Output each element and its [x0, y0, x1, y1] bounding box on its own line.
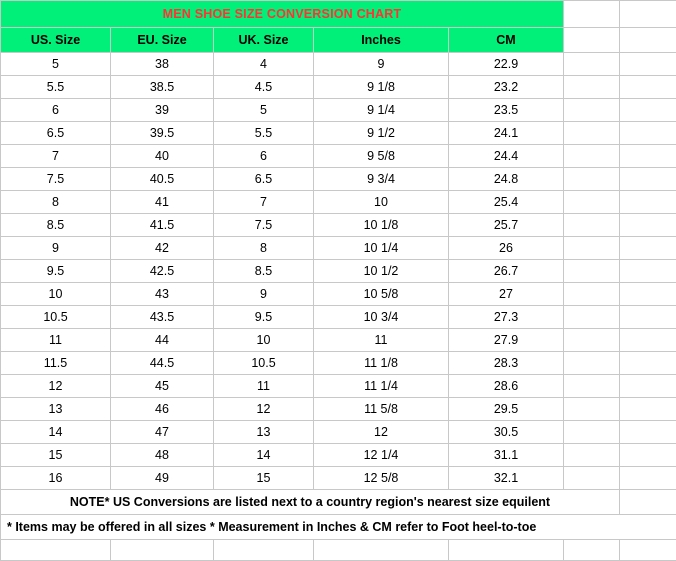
table-row: [1, 421, 676, 444]
page-title: MEN SHOE SIZE CONVERSION CHART: [1, 1, 564, 28]
blank-cell[interactable]: [564, 28, 620, 53]
blank-cell[interactable]: [564, 352, 620, 375]
cell-uk-size: 4: [214, 53, 314, 76]
blank-cell[interactable]: [620, 444, 676, 467]
blank-cell[interactable]: [620, 191, 676, 214]
cell-cm: 27.3: [449, 306, 564, 329]
blank-cell[interactable]: [620, 398, 676, 421]
cell-eu-size: 44.5: [111, 352, 214, 375]
cell-uk-size: 11: [214, 375, 314, 398]
table-row: [1, 168, 676, 191]
cell-uk-size: 7: [214, 191, 314, 214]
cell-uk-size: 10.5: [214, 352, 314, 375]
table-row: [1, 260, 676, 283]
cell-us-size: 8.5: [1, 214, 111, 237]
blank-cell[interactable]: [564, 53, 620, 76]
cell-uk-size: 7.5: [214, 214, 314, 237]
cell-eu-size: 41: [111, 191, 214, 214]
cell-eu-size: 39: [111, 99, 214, 122]
cell-eu-size: 44: [111, 329, 214, 352]
cell-eu-size: 38: [111, 53, 214, 76]
blank-cell[interactable]: [564, 467, 620, 490]
cell-us-size: 9: [1, 237, 111, 260]
cell-eu-size: 48: [111, 444, 214, 467]
cell-cm: 25.4: [449, 191, 564, 214]
column-header-eu-size: EU. Size: [111, 28, 214, 53]
blank-cell[interactable]: [620, 421, 676, 444]
cell-eu-size: 43.5: [111, 306, 214, 329]
cell-us-size: 8: [1, 191, 111, 214]
blank-cell[interactable]: [564, 329, 620, 352]
cell-us-size: 5: [1, 53, 111, 76]
blank-cell[interactable]: [620, 145, 676, 168]
cell-us-size: 11.5: [1, 352, 111, 375]
cell-uk-size: 6: [214, 145, 314, 168]
table-row: [1, 214, 676, 237]
cell-inches: 9 3/4: [314, 168, 449, 191]
cell-inches: 11 1/8: [314, 352, 449, 375]
table-row: [1, 191, 676, 214]
blank-cell[interactable]: [620, 352, 676, 375]
cell-us-size: 9.5: [1, 260, 111, 283]
column-header-inches: Inches: [314, 28, 449, 53]
cell-eu-size: 49: [111, 467, 214, 490]
blank-cell[interactable]: [620, 28, 676, 53]
blank-cell[interactable]: [564, 237, 620, 260]
table-row: [1, 375, 676, 398]
cell-us-size: 5.5: [1, 76, 111, 99]
cell-inches: 11 5/8: [314, 398, 449, 421]
cell-uk-size: 10: [214, 329, 314, 352]
blank-cell[interactable]: [564, 145, 620, 168]
blank-cell[interactable]: [620, 1, 676, 28]
cell-uk-size: 9: [214, 283, 314, 306]
blank-cell[interactable]: [620, 214, 676, 237]
cell-inches: 11: [314, 329, 449, 352]
cell-uk-size: 12: [214, 398, 314, 421]
cell-us-size: 13: [1, 398, 111, 421]
blank-cell[interactable]: [564, 306, 620, 329]
cell-cm: 32.1: [449, 467, 564, 490]
cell-uk-size: 8: [214, 237, 314, 260]
blank-cell[interactable]: [620, 76, 676, 99]
blank-cell[interactable]: [564, 99, 620, 122]
cell-cm: 27: [449, 283, 564, 306]
blank-cell[interactable]: [620, 467, 676, 490]
cell-cm: 28.6: [449, 375, 564, 398]
cell-inches: 10 1/2: [314, 260, 449, 283]
table-row: [1, 306, 676, 329]
cell-inches: 12: [314, 421, 449, 444]
cell-inches: 10: [314, 191, 449, 214]
blank-cell[interactable]: [620, 283, 676, 306]
blank-cell[interactable]: [564, 398, 620, 421]
cell-us-size: 10.5: [1, 306, 111, 329]
cell-cm: 25.7: [449, 214, 564, 237]
cell-inches: 12 5/8: [314, 467, 449, 490]
cell-cm: 26.7: [449, 260, 564, 283]
title-row: [1, 1, 676, 28]
cell-us-size: 6: [1, 99, 111, 122]
cell-inches: 10 3/4: [314, 306, 449, 329]
blank-cell[interactable]: [564, 283, 620, 306]
table-row: [1, 329, 676, 352]
blank-cell[interactable]: [620, 237, 676, 260]
cell-uk-size: 5: [214, 99, 314, 122]
cell-cm: 30.5: [449, 421, 564, 444]
cell-eu-size: 42.5: [111, 260, 214, 283]
cell-us-size: 14: [1, 421, 111, 444]
blank-cell[interactable]: [564, 76, 620, 99]
cell-us-size: 7: [1, 145, 111, 168]
cell-uk-size: 5.5: [214, 122, 314, 145]
blank-cell[interactable]: [620, 53, 676, 76]
blank-cell[interactable]: [564, 168, 620, 191]
cell-inches: 11 1/4: [314, 375, 449, 398]
table-row: [1, 122, 676, 145]
cell-inches: 12 1/4: [314, 444, 449, 467]
cell-cm: 22.9: [449, 53, 564, 76]
cell-cm: 31.1: [449, 444, 564, 467]
cell-us-size: 7.5: [1, 168, 111, 191]
cell-uk-size: 13: [214, 421, 314, 444]
cell-cm: 28.3: [449, 352, 564, 375]
header-row: [1, 28, 676, 53]
cell-cm: 23.2: [449, 76, 564, 99]
cell-inches: 9 1/2: [314, 122, 449, 145]
cell-eu-size: 40: [111, 145, 214, 168]
note-row-2: [1, 515, 676, 540]
cell-cm: 29.5: [449, 398, 564, 421]
table-row: [1, 283, 676, 306]
cell-uk-size: 8.5: [214, 260, 314, 283]
cell-us-size: 6.5: [1, 122, 111, 145]
cell-cm: 24.8: [449, 168, 564, 191]
cell-eu-size: 38.5: [111, 76, 214, 99]
cell-eu-size: 39.5: [111, 122, 214, 145]
blank-cell[interactable]: [620, 99, 676, 122]
blank-cell[interactable]: [620, 490, 676, 515]
blank-cell[interactable]: [564, 421, 620, 444]
cell-eu-size: 45: [111, 375, 214, 398]
cell-inches: 10 5/8: [314, 283, 449, 306]
cell-us-size: 12: [1, 375, 111, 398]
table-body: [1, 1, 676, 561]
cell-eu-size: 40.5: [111, 168, 214, 191]
note-text-conversions: NOTE* US Conversions are listed next to a country region's nearest size equilent: [1, 490, 620, 515]
cell-uk-size: 4.5: [214, 76, 314, 99]
cell-inches: 9 5/8: [314, 145, 449, 168]
cell-us-size: 16: [1, 467, 111, 490]
blank-cell[interactable]: [564, 1, 620, 28]
blank-cell[interactable]: [564, 444, 620, 467]
cell-cm: 27.9: [449, 329, 564, 352]
blank-cell[interactable]: [564, 191, 620, 214]
cell-eu-size: 42: [111, 237, 214, 260]
blank-cell[interactable]: [620, 122, 676, 145]
cell-inches: 10 1/4: [314, 237, 449, 260]
blank-cell[interactable]: [620, 168, 676, 191]
cell-uk-size: 15: [214, 467, 314, 490]
table-row: [1, 53, 676, 76]
table-row: [1, 398, 676, 421]
blank-cell[interactable]: [564, 214, 620, 237]
cell-uk-size: 14: [214, 444, 314, 467]
cell-us-size: 15: [1, 444, 111, 467]
cell-uk-size: 6.5: [214, 168, 314, 191]
cell-cm: 24.1: [449, 122, 564, 145]
column-header-us-size: US. Size: [1, 28, 111, 53]
cell-inches: 10 1/8: [314, 214, 449, 237]
cell-us-size: 11: [1, 329, 111, 352]
table-row: [1, 237, 676, 260]
blank-cell[interactable]: [564, 122, 620, 145]
table-row: [1, 444, 676, 467]
note-row-1: [1, 490, 676, 515]
blank-cell[interactable]: [620, 306, 676, 329]
cell-eu-size: 41.5: [111, 214, 214, 237]
note-text-measurement: * Items may be offered in all sizes * Measurement in Inches & CM refer to Foot heel-to-toe: [1, 515, 676, 540]
blank-cell[interactable]: [620, 260, 676, 283]
table-row: [1, 76, 676, 99]
cell-cm: 23.5: [449, 99, 564, 122]
cell-eu-size: 43: [111, 283, 214, 306]
table-row: [1, 467, 676, 490]
column-header-uk-size: UK. Size: [214, 28, 314, 53]
cell-eu-size: 47: [111, 421, 214, 444]
blank-cell[interactable]: [564, 260, 620, 283]
table-row: [1, 352, 676, 375]
cell-cm: 26: [449, 237, 564, 260]
blank-cell[interactable]: [620, 375, 676, 398]
table-row: [1, 99, 676, 122]
column-header-cm: CM: [449, 28, 564, 53]
cell-us-size: 10: [1, 283, 111, 306]
cell-inches: 9 1/4: [314, 99, 449, 122]
cell-inches: 9: [314, 53, 449, 76]
cell-uk-size: 9.5: [214, 306, 314, 329]
table-row: [1, 145, 676, 168]
cell-inches: 9 1/8: [314, 76, 449, 99]
cell-cm: 24.4: [449, 145, 564, 168]
blank-cell[interactable]: [620, 329, 676, 352]
blank-cell[interactable]: [564, 375, 620, 398]
cell-eu-size: 46: [111, 398, 214, 421]
